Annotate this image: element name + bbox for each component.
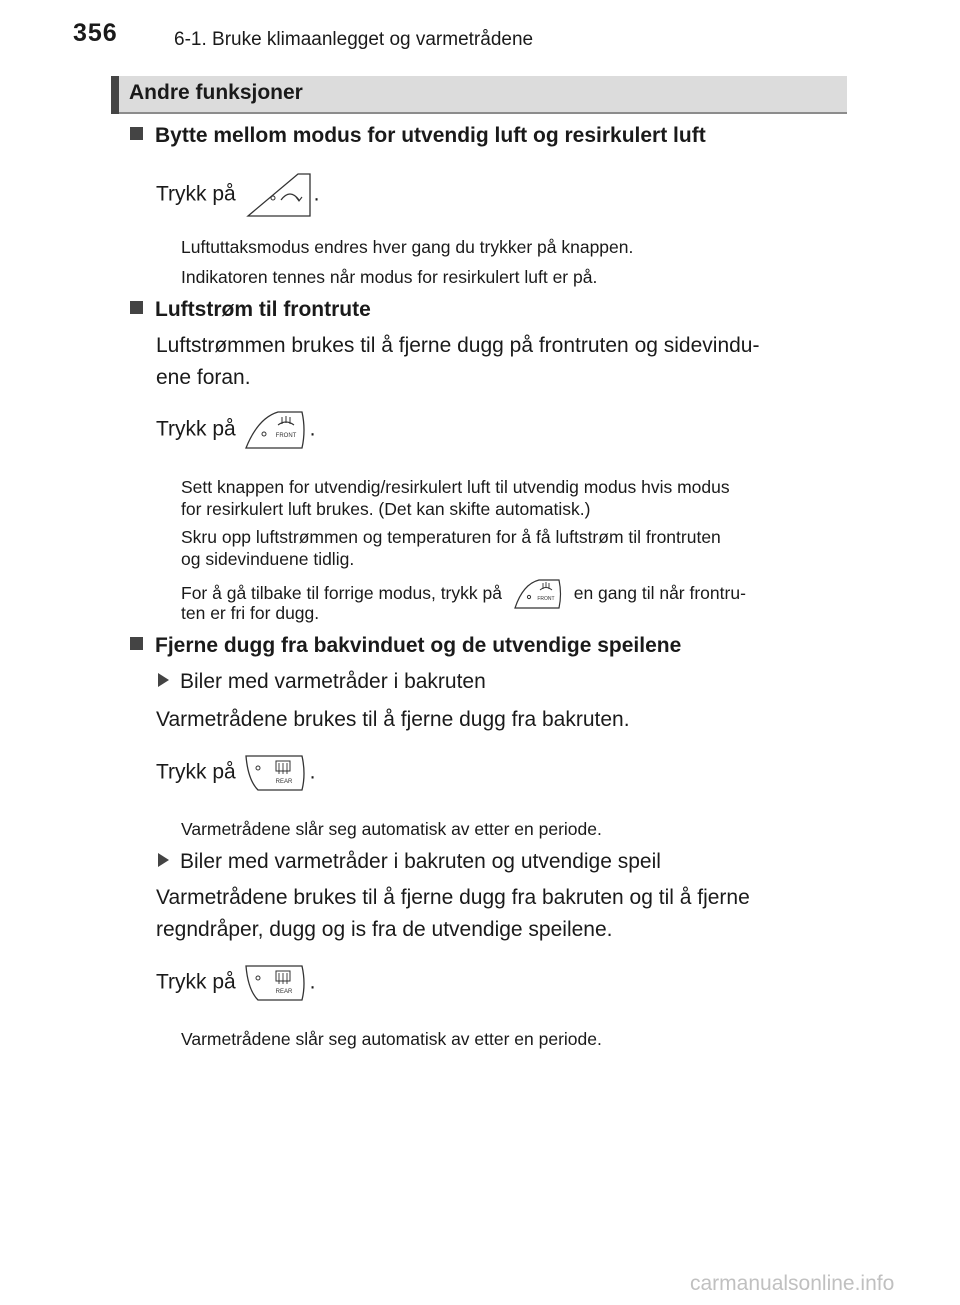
note-windshield-4: og sidevinduene tidlig.: [181, 549, 355, 569]
triangle-bullet-icon: [158, 673, 169, 687]
section-title: Andre funksjoner: [129, 81, 303, 104]
section-bar: [111, 76, 847, 114]
body-mirrors-2: regndråper, dugg og is fra de utvendige speilene.: [156, 918, 613, 941]
heading-recirculation: [130, 124, 706, 148]
subheading-mirrors: Biler med varmetråder i bakruten og utvendige speil: [158, 850, 661, 874]
recirculation-button-icon: [244, 172, 312, 218]
note-windshield-3: Skru opp luftstrømmen og temperaturen for å få luftstrøm til frontruten: [181, 527, 721, 547]
press-label: Trykk på: [156, 417, 236, 441]
body-windshield-1: Luftstrømmen brukes til å fjerne dugg på frontruten og sidevindu-: [156, 334, 760, 357]
note-windshield-1: Sett knappen for utvendig/resirkulert luft til utvendig modus hvis modus: [181, 477, 730, 497]
note-recirculation-2: Indikatoren tennes når modus for resirkulert luft er på.: [181, 267, 598, 287]
heading-text: Fjerne dugg fra bakvinduet og de utvendige speilene: [155, 634, 682, 657]
press-line-rear: Trykk på REAR .: [156, 754, 315, 792]
heading-defog: [130, 634, 681, 658]
body-rear: Varmetrådene brukes til å fjerne dugg fra bakruten.: [156, 708, 630, 731]
running-head: 6-1. Bruke klimaanlegget og varmetrådene: [174, 29, 534, 50]
square-bullet-icon: [130, 127, 143, 140]
button-label: REAR: [275, 989, 292, 995]
note-windshield-return: For å gå tilbake til forrige modus, trykk på FRONT en gang til når frontru-: [181, 576, 841, 610]
button-label: FRONT: [275, 433, 296, 439]
note-windshield-2: for resirkulert luft brukes. (Det kan skifte automatisk.): [181, 499, 591, 519]
heading-text: Bytte mellom modus for utvendig luft og resirkulert luft: [155, 124, 706, 147]
press-label: Trykk på: [156, 760, 236, 784]
heading-text: Luftstrøm til frontrute: [155, 298, 371, 321]
press-line-recirculation: Trykk på .: [156, 172, 319, 218]
rear-defogger-button-icon: [244, 754, 308, 792]
triangle-bullet-icon: [158, 853, 169, 867]
square-bullet-icon: [130, 637, 143, 650]
button-label: FRONT: [537, 596, 555, 603]
body-mirrors-1: Varmetrådene brukes til å fjerne dugg fra bakruten og til å fjerne: [156, 886, 750, 909]
press-label: Trykk på: [156, 182, 236, 206]
section-bar-stripe: [111, 76, 119, 114]
windshield-defrost-button-icon: [244, 410, 308, 450]
note-windshield-return-2: ten er fri for dugg.: [181, 603, 320, 623]
square-bullet-icon: [130, 301, 143, 314]
note-recirculation-1: Luftuttaksmodus endres hver gang du trykker på knappen.: [181, 237, 634, 257]
rear-defogger-button-icon: [244, 964, 308, 1002]
watermark: carmanualsonline.info: [690, 1272, 895, 1295]
page-number: 356: [73, 19, 118, 47]
subheading-rear: Biler med varmetråder i bakruten: [158, 670, 486, 694]
note-rear: Varmetrådene slår seg automatisk av etter en periode.: [181, 819, 602, 839]
button-label: REAR: [275, 779, 292, 785]
press-label: Trykk på: [156, 970, 236, 994]
press-line-mirrors: Trykk på REAR .: [156, 964, 315, 1002]
press-line-windshield: Trykk på FRONT .: [156, 410, 315, 450]
heading-windshield: [130, 298, 371, 322]
note-mirrors: Varmetrådene slår seg automatisk av etter en periode.: [181, 1029, 602, 1049]
body-windshield-2: ene foran.: [156, 366, 251, 389]
